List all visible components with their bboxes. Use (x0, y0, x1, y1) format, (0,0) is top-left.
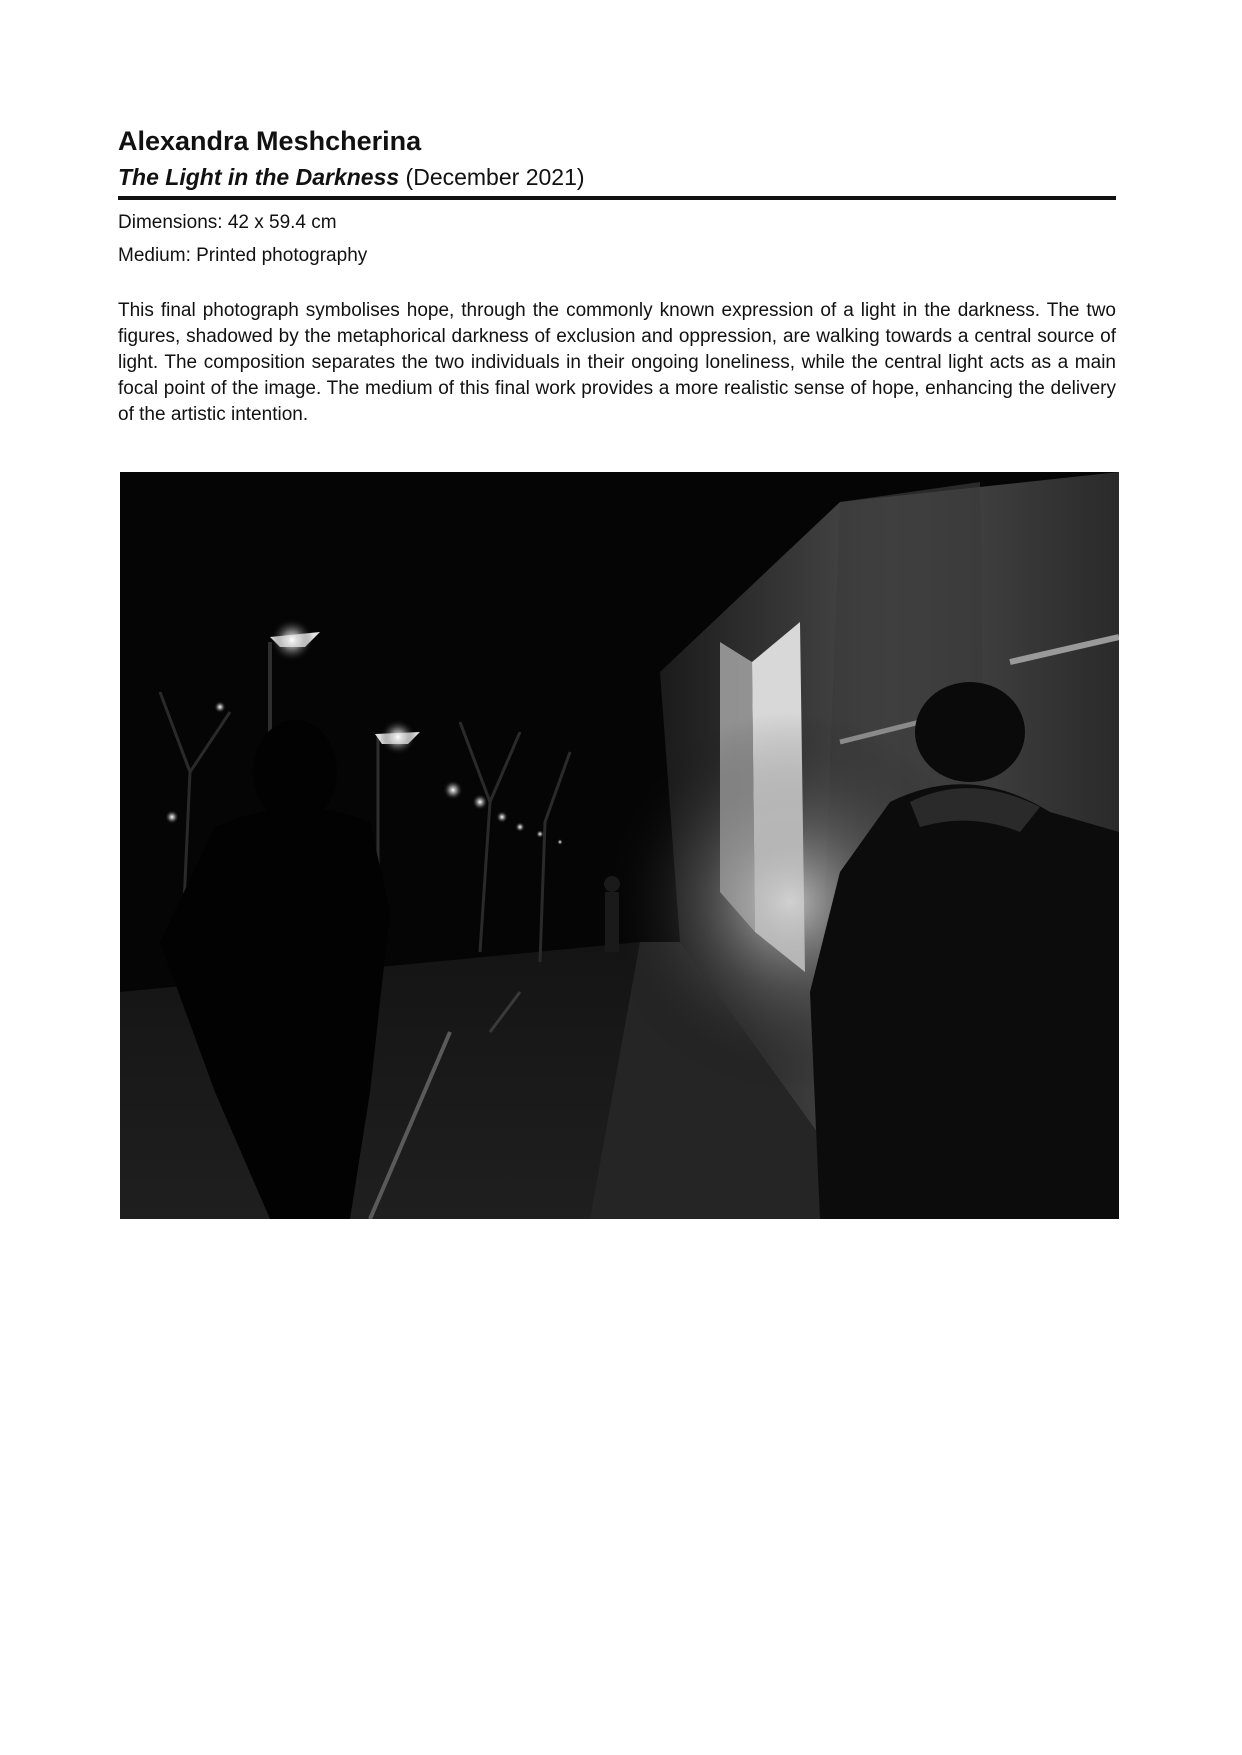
work-title: The Light in the Darkness (118, 164, 400, 190)
artist-name: Alexandra Meshcherina (118, 126, 422, 156)
photograph (120, 472, 1119, 1219)
artwork-details (118, 206, 1116, 272)
work-title-line (118, 162, 1116, 200)
dimensions: Dimensions: 42 x 59.4 cm (118, 212, 337, 233)
description: This final photograph symbolises hope, through the commonly known expression of a light in the darkness. The two figures, shadowed by the metaphorical darkness of exclusion and oppression, are walking towards a central source of light. The composition separates the two individuals in their ongoing loneliness, while the central light acts as a main focal point of the image. The medium of this final work provides a more realistic sense of hope, enhancing the delivery of the artistic intention. (118, 300, 1116, 425)
artwork-sheet (118, 124, 1116, 447)
medium: Medium: Printed photography (118, 245, 368, 266)
night-street-photo-illustration (120, 472, 1119, 1219)
work-date: (December 2021) (405, 164, 585, 190)
